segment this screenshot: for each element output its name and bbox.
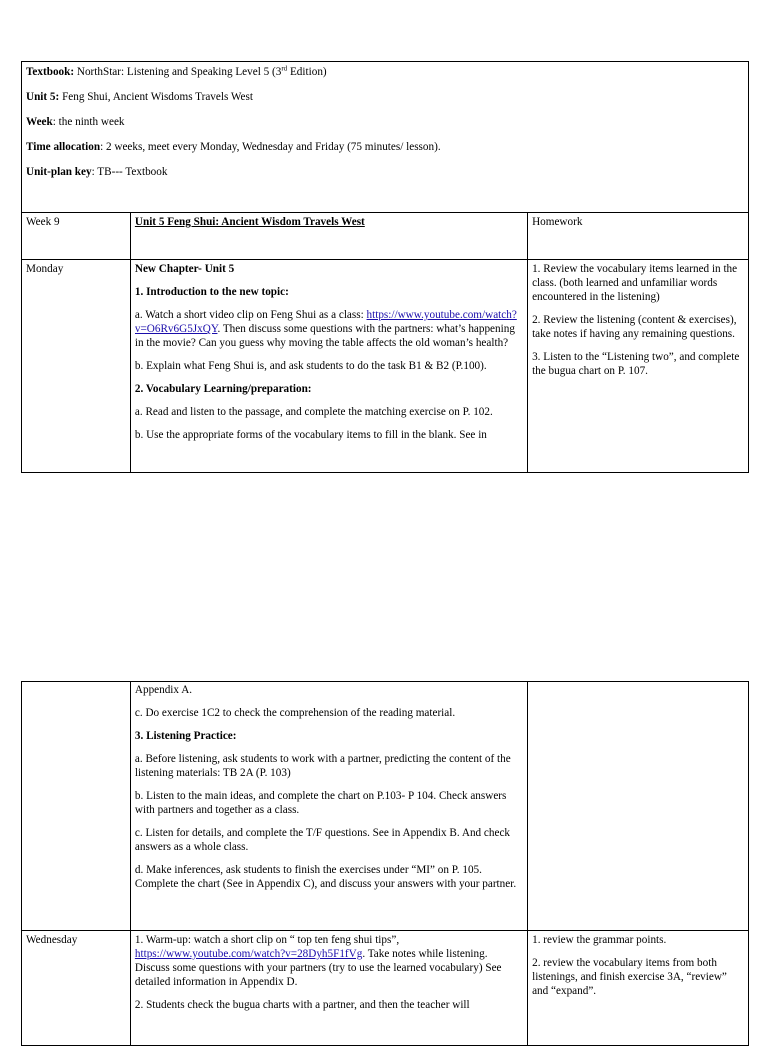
unit-header-cell — [130, 213, 527, 260]
wednesday-row — [22, 931, 749, 1046]
listening-heading: 3. Listening Practice: — [134, 730, 237, 742]
unit-title: Unit 5 Feng Shui: Ancient Wisdom Travels West — [134, 216, 365, 228]
listening-activity-b: b. Listen to the main ideas, and complete the chart on P.103- P 104. Check answers with partners and together as a class. — [134, 790, 507, 816]
chapter-title: New Chapter- Unit 5 — [134, 263, 235, 275]
unit-plan-key-line: Unit-plan key: TB--- Textbook — [26, 166, 168, 178]
monday-hw-3: 3. Listen to the “Listening two”, and complete the bugua chart on P. 107. — [532, 351, 740, 377]
wednesday-hw-2: 2. review the vocabulary items from both listenings, and finish exercise 3A, “review” and “expand”. — [532, 957, 727, 997]
intro-heading: 1. Introduction to the new topic: — [134, 286, 289, 298]
wednesday-activities-cell — [130, 931, 527, 1046]
appendix-a-line: Appendix A. — [134, 684, 193, 696]
watch-activity: a. Watch a short video clip on Feng Shui as a class: https://www.youtube.com/watch?v=O6Rv6G5JxQY. Then discuss some questions with the partners: what’s happening in the movie? Can you guess why moving the table affects the old woman’s health? — [134, 309, 517, 349]
course-info-row — [22, 62, 749, 213]
listening-activity-d: d. Make inferences, ask students to finish the exercises under “MI” on P. 105. Complete the chart (See in Appendix C), and discuss your answers with your partner. — [134, 864, 517, 890]
week-header-cell: Week 9 — [22, 213, 131, 260]
bugua-check-activity: 2. Students check the bugua charts with a partner, and then the teacher will — [134, 999, 470, 1011]
wednesday-hw-1: 1. review the grammar points. — [532, 934, 667, 946]
listening-activity-c: c. Listen for details, and complete the T/F questions. See in Appendix B. And check answers as a whole class. — [134, 827, 511, 853]
wednesday-homework-cell — [528, 931, 749, 1046]
warm-up-activity: 1. Warm-up: watch a short clip on “ top ten feng shui tips”, https://www.youtube.com/watch?v=28Dyh5F1fVg. Take notes while listening. Discuss some questions with your partners (try to use the learned vocabulary) See detailed information in Appendix D. — [134, 934, 502, 988]
course-info-cell — [22, 62, 749, 213]
monday-activities-cell — [130, 260, 527, 473]
monday-day-cell: Monday — [22, 260, 131, 473]
monday-hw-2: 2. Review the listening (content & exercises), take notes if having any remaining questions. — [532, 314, 737, 340]
textbook-line: Textbook: NorthStar: Listening and Speaking Level 5 (3rd Edition) — [26, 64, 327, 78]
vocab-activity-a: a. Read and listen to the passage, and complete the matching exercise on P. 102. — [134, 406, 493, 418]
video-link-feng-shui[interactable]: https://www.youtube.com/watch?v=O6Rv6G5JxQY — [134, 309, 517, 335]
continued-day-cell — [22, 682, 131, 931]
homework-header-cell: Homework — [528, 213, 749, 260]
continued-homework-cell — [528, 682, 749, 931]
vocab-activity-b: b. Use the appropriate forms of the vocabulary items to fill in the blank. See in — [134, 429, 487, 441]
monday-row — [22, 260, 749, 473]
unit-line: Unit 5: Feng Shui, Ancient Wisdoms Travels West — [26, 91, 253, 103]
week-line: Week: the ninth week — [26, 116, 125, 128]
video-link-feng-shui-tips[interactable]: https://www.youtube.com/watch?v=28Dyh5F1fVg — [134, 948, 363, 960]
monday-homework-cell — [528, 260, 749, 473]
time-allocation-line: Time allocation: 2 weeks, meet every Monday, Wednesday and Friday (75 minutes/ lesson). — [26, 141, 441, 153]
column-header-row — [22, 213, 749, 260]
explain-activity: b. Explain what Feng Shui is, and ask students to do the task B1 & B2 (P.100). — [134, 360, 487, 372]
lesson-plan-table-page1 — [21, 61, 749, 473]
continued-activities-cell — [130, 682, 527, 931]
comprehension-exercise: c. Do exercise 1C2 to check the comprehension of the reading material. — [134, 707, 456, 719]
listening-activity-a: a. Before listening, ask students to work with a partner, predicting the content of the listening materials: TB 2A (P. 103) — [134, 753, 511, 779]
monday-hw-1: 1. Review the vocabulary items learned in the class. (both learned and unfamiliar words encountered in the listening) — [532, 263, 738, 303]
vocab-heading: 2. Vocabulary Learning/preparation: — [134, 383, 312, 395]
wednesday-day-cell: Wednesday — [22, 931, 131, 1046]
continued-row — [22, 682, 749, 931]
lesson-plan-table-page2 — [21, 681, 749, 1046]
